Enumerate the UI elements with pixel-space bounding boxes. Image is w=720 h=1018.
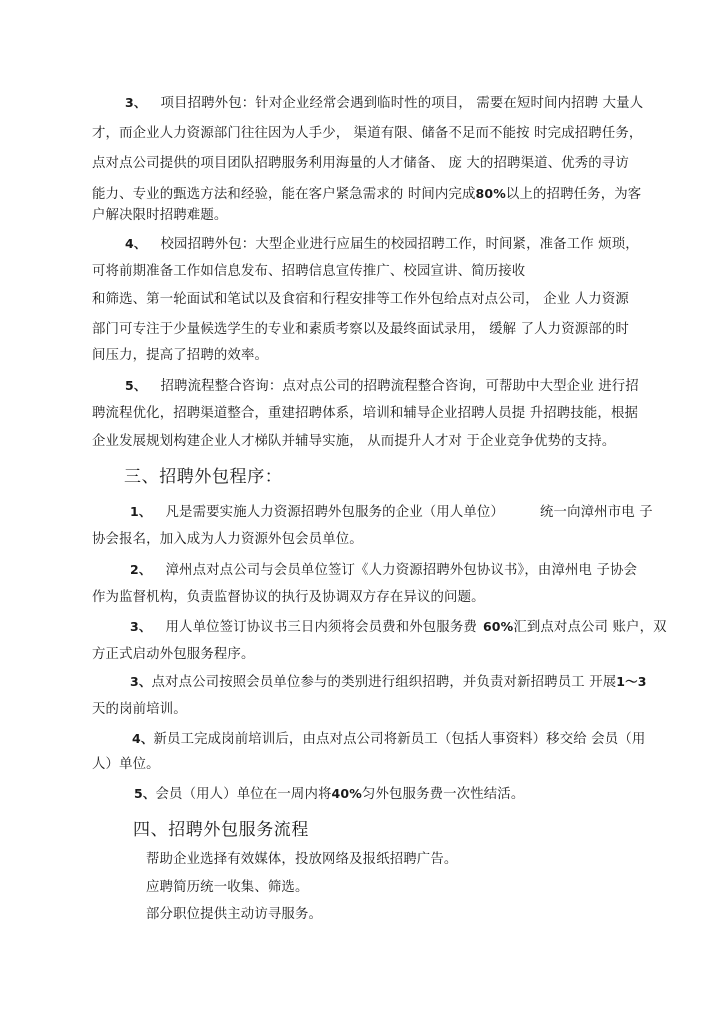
s3-step1-line1: 1、 凡是需要实施人力资源招聘外包服务的企业（用人单位） 统一向漳州市电 子: [130, 504, 653, 520]
s3-step1-number: 1、: [130, 504, 152, 519]
s3-step3-line2: 方正式启动外包服务程序。: [92, 647, 255, 662]
item5-line1: 5、 招聘流程整合咨询：点对点公司的招聘流程整合咨询，可帮助中大型企业 进行招: [125, 378, 639, 394]
item4-line3: 和筛选、第一轮面试和笔试以及食宿和行程安排等工作外包给点对点公司， 企业 人力资源: [92, 292, 629, 307]
s4-item2: 应聘简历统一收集、筛选。: [146, 880, 309, 895]
s3-step4-number: 3、: [130, 674, 152, 689]
s3-step2-number: 2、: [130, 562, 152, 577]
s3-step3-percent: 60%: [482, 619, 514, 634]
s3-step6-number: 5、: [134, 786, 156, 801]
item4-line4: 部门可专注于少量候选学生的专业和素质考察以及最终面试录用， 缓解 了人力资源部的时: [92, 322, 629, 337]
s3-step5-number: 4、: [132, 731, 154, 746]
s3-step4-line1: 3、点对点公司按照会员单位参与的类别进行组织招聘，并负责对新招聘员工 开展1～3: [130, 674, 647, 690]
item3-line3: 点对点公司提供的项目团队招聘服务利用海量的人才储备、 庞 大的招聘渠道、优秀的寻访: [92, 156, 629, 171]
item3-percent: 80%: [475, 186, 506, 201]
item3-line2: 才，而企业人力资源部门往往因为人手少， 渠道有限、储备不足而不能按 时完成招聘任务，: [92, 126, 643, 141]
item4-line1: 4、 校园招聘外包：大型企业进行应届生的校园招聘工作，时间紧，准备工作 烦琐，: [125, 236, 639, 252]
item4-line2: 可将前期准备工作如信息发布、招聘信息宣传推广、校园宣讲、简历接收: [92, 264, 526, 279]
s3-step3-number: 3、: [130, 619, 152, 634]
s3-step5-line2: 人）单位。: [92, 757, 160, 772]
section4-title: 四、招聘外包服务流程: [133, 820, 309, 840]
s3-step6-line1: 5、会员（用人）单位在一周内将40%匀外包服务费一次性结活。: [134, 786, 525, 802]
section3-title: 三、招聘外包程序：: [124, 467, 283, 487]
item4-number: 4、: [125, 236, 147, 251]
s3-step2-line1: 2、 漳州点对点公司与会员单位签订《人力资源招聘外包协议书》，由漳州电 子协会: [130, 562, 638, 578]
item5-line3: 企业发展规划构建企业人才梯队并辅导实施， 从而提升人才对 于企业竞争优势的支持。: [92, 434, 616, 449]
item4-line5: 间压力，提高了招聘的效率。: [92, 348, 269, 363]
item3-line4: 能力、专业的甄选方法和经验，能在客户紧急需求的 时间内完成80%以上的招聘任务，为客: [92, 186, 642, 202]
item5-number: 5、: [125, 378, 147, 393]
s3-step5-line1: 4、新员工完成岗前培训后，由点对点公司将新员工（包括人事资料）移交给 会员（用: [132, 731, 646, 747]
s3-step2-line2: 作为监督机构，负责监督协议的执行及协调双方存在异议的问题。: [92, 590, 485, 605]
item5-line2: 聘流程优化，招聘渠道整合，重建招聘体系，培训和辅导企业招聘人员提 升招聘技能，根据: [92, 406, 639, 421]
item3-line1: 3、 项目招聘外包：针对企业经常会遇到临时性的项目， 需要在短时间内招聘 大量人: [125, 95, 644, 111]
item3-line5: 户解决限时招聘难题。: [92, 208, 228, 223]
s4-item3: 部分职位提供主动访寻服务。: [146, 907, 323, 922]
s3-step3-line1: 3、 用人单位签订协议书三日内须将会员费和外包服务费 60%汇到点对点公司 账户，双: [130, 619, 667, 635]
s3-step4-range: 1～3: [616, 674, 647, 689]
item3-number: 3、: [125, 95, 147, 110]
s3-step4-line2: 天的岗前培训。: [92, 702, 187, 717]
s4-item1: 帮助企业选择有效媒体，投放网络及报纸招聘广告。: [146, 852, 458, 867]
s3-step1-line2: 协会报名，加入成为人力资源外包会员单位。: [92, 532, 363, 547]
s3-step6-percent: 40%: [331, 786, 362, 801]
